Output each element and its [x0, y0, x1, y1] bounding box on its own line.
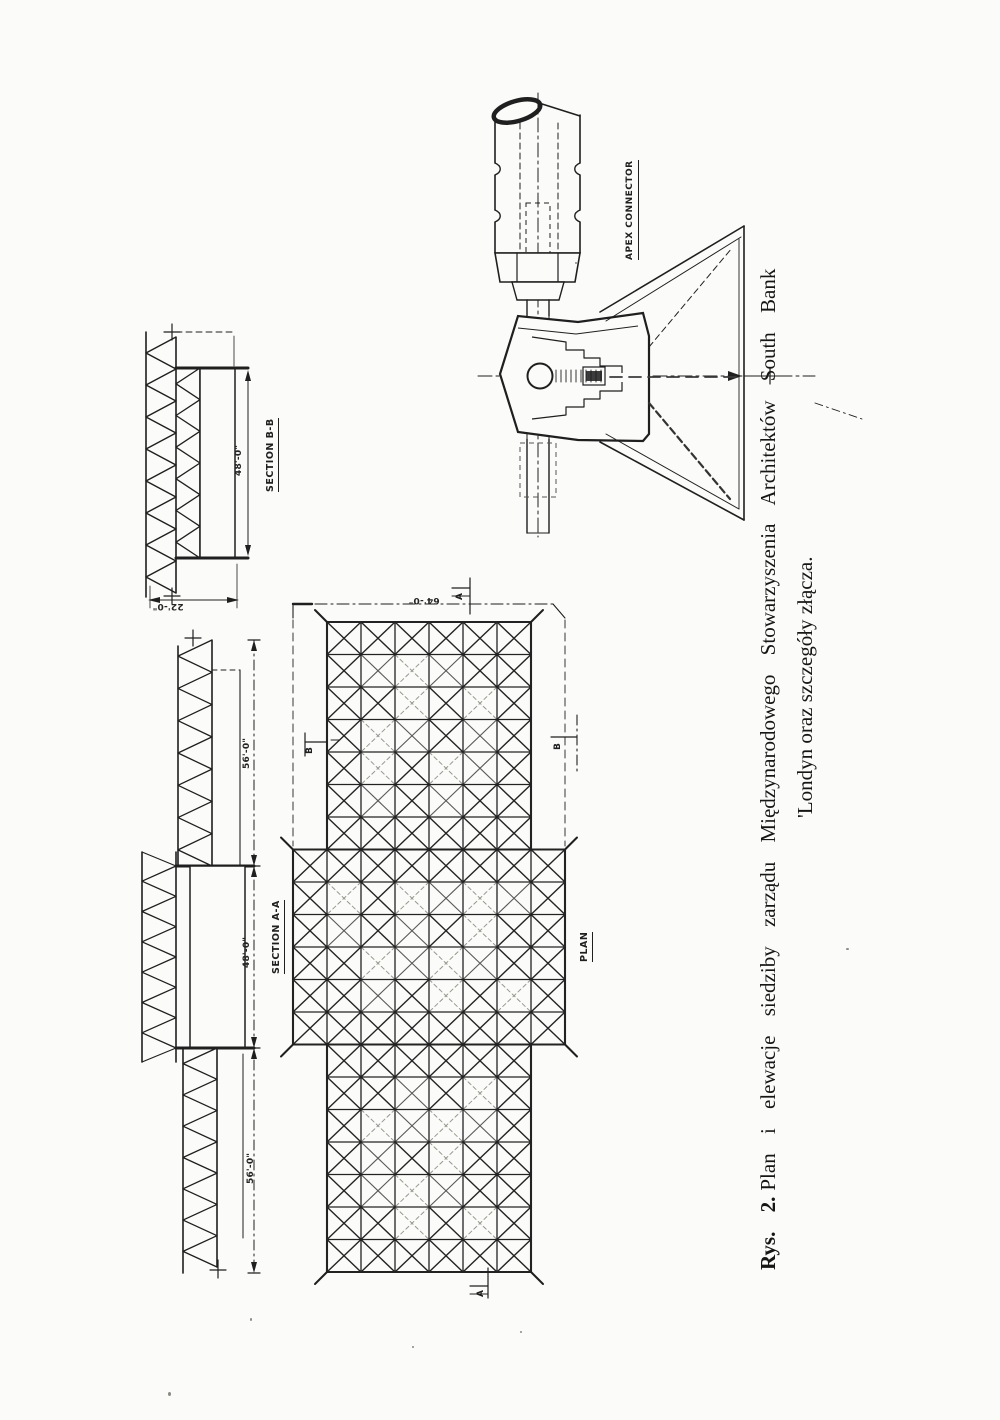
scan-speck — [412, 1346, 414, 1348]
section-bb-label: SECTION B-B — [266, 418, 279, 492]
dim-bb-width: 48'-0" — [234, 444, 244, 476]
figure-caption-line1 — [755, 120, 781, 1270]
section-marker-a-top: A — [455, 592, 465, 600]
scan-speck — [250, 1318, 252, 1321]
scan-speck — [846, 948, 849, 950]
apex-connector-label: APEX CONNECTOR — [626, 160, 639, 260]
dim-aa-bottom: 56'-0" — [246, 1152, 256, 1184]
scan-speck — [520, 1331, 522, 1333]
figure-caption-text: Plan i elewacje siedziby zarządu Międzynarodowego Stowarzyszenia Architektów South Bank — [756, 268, 780, 1191]
section-aa-label: SECTION A-A — [272, 900, 285, 974]
figure-number: Rys. 2. — [756, 1196, 780, 1270]
dim-plan-width: 64'-0" — [408, 594, 440, 605]
section-marker-b-right: B — [553, 742, 563, 750]
scan-speck — [168, 1392, 171, 1396]
dim-aa-top: 56'-0" — [242, 737, 252, 769]
apex-connector-drawing — [470, 85, 870, 560]
dim-aa-middle: 48'-0" — [242, 936, 252, 968]
section-marker-a-bottom: A — [476, 1289, 486, 1297]
plan-drawing — [278, 568, 598, 1313]
section-marker-b-left: B — [305, 746, 315, 754]
figure-caption-line2: 'Londyn oraz szczegóły złącza. — [793, 556, 817, 818]
plan-label: PLAN — [580, 932, 593, 962]
dim-bb-height: 22'-0" — [152, 600, 184, 611]
scan-speck — [575, 262, 577, 264]
